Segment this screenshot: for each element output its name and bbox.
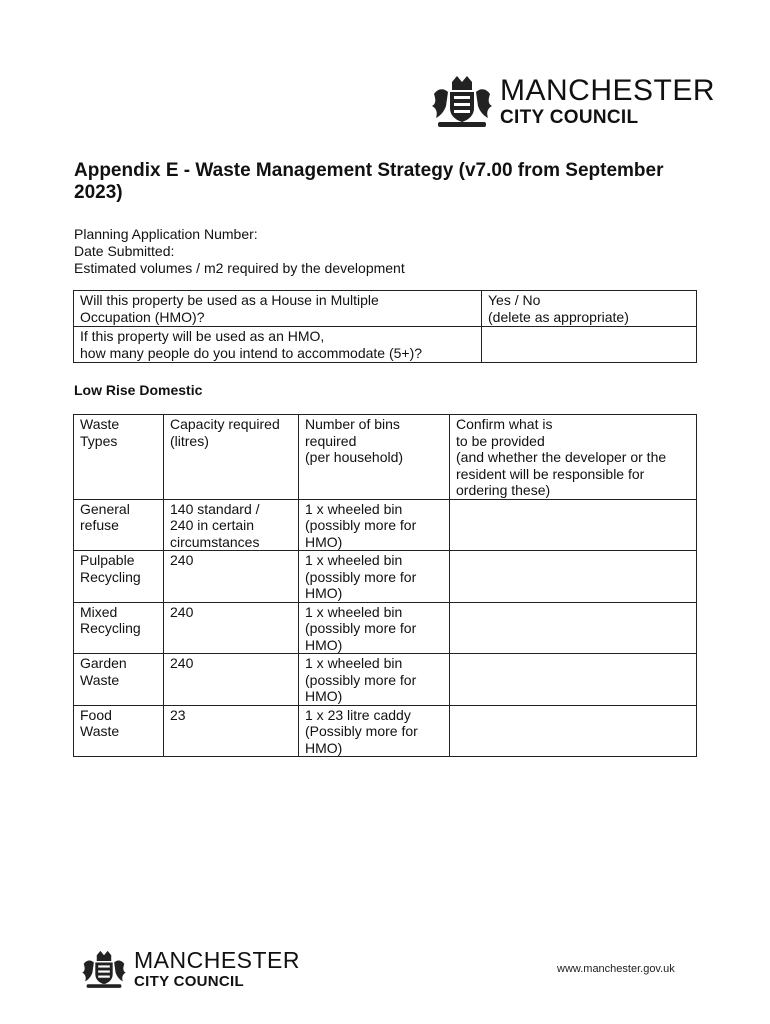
- application-meta: [74, 226, 405, 277]
- occupancy-answer[interactable]: [482, 327, 697, 363]
- bins-cell: [299, 499, 450, 551]
- cell-line: HMO): [305, 533, 343, 550]
- cell-line: Waste: [80, 671, 120, 688]
- cell-line: (Possibly more for: [305, 723, 418, 739]
- waste-type-cell: [74, 551, 164, 603]
- cell-line: Mixed: [80, 603, 118, 620]
- cell-line: Food: [80, 706, 112, 723]
- cell-line: Confirm what is: [456, 416, 553, 432]
- logo-name: MANCHESTER: [500, 73, 716, 107]
- capacity-cell: [164, 705, 299, 757]
- cell-line: refuse: [80, 517, 119, 533]
- confirm-cell[interactable]: [450, 654, 697, 706]
- cell-line: Number of bins: [305, 416, 400, 432]
- table-row: [74, 551, 697, 603]
- cell-line: circumstances: [170, 533, 260, 550]
- cell-line: Waste: [80, 416, 120, 432]
- header-cell: [74, 415, 164, 500]
- cell-line: required: [305, 432, 357, 449]
- cell-line: Waste: [80, 723, 120, 739]
- cell-line: (per household): [305, 449, 404, 465]
- date-submitted-label: Date Submitted:: [74, 243, 175, 259]
- cell-line: (possibly more for: [305, 620, 417, 636]
- footer-council-logo: [80, 948, 300, 990]
- footer-url-link[interactable]: www.manchester.gov.uk: [557, 963, 675, 975]
- cell-line: (litres): [170, 432, 209, 449]
- waste-type-cell: [74, 705, 164, 757]
- capacity-cell: [164, 602, 299, 654]
- cell-line: 1 x wheeled bin: [305, 552, 403, 568]
- logo-subtitle: CITY COUNCIL: [134, 973, 244, 990]
- cell-line: General: [80, 500, 130, 517]
- capacity-cell: [164, 499, 299, 551]
- confirm-cell[interactable]: [450, 705, 697, 757]
- cell-line: Recycling: [80, 620, 141, 636]
- cell-line: to be provided: [456, 432, 545, 449]
- bins-cell: [299, 602, 450, 654]
- cell-line: 240: [170, 655, 194, 671]
- cell-line: 1 x 23 litre caddy: [305, 706, 411, 723]
- cell-line: (possibly more for: [305, 568, 417, 585]
- section-title: Low Rise Domestic: [74, 382, 203, 398]
- coat-of-arms-icon: [430, 72, 494, 130]
- cell-line: resident will be responsible for: [456, 465, 645, 482]
- hmo-question-line: Occupation (HMO)?: [80, 308, 205, 325]
- waste-type-cell: [74, 654, 164, 706]
- waste-table: [73, 414, 697, 757]
- cell-line: 23: [170, 706, 186, 723]
- table-row: [74, 499, 697, 551]
- table-header-row: [74, 415, 697, 500]
- cell-line: HMO): [305, 636, 343, 653]
- table-row: [74, 705, 697, 757]
- hmo-answer-line: (delete as appropriate): [488, 308, 629, 325]
- waste-type-cell: [74, 602, 164, 654]
- waste-type-cell: [74, 499, 164, 551]
- page-title: Appendix E - Waste Management Strategy (v7.00 from September 2023): [74, 160, 664, 203]
- header-cell: [450, 415, 697, 500]
- cell-line: HMO): [305, 585, 343, 601]
- table-row: [74, 602, 697, 654]
- occupancy-question: [74, 327, 482, 363]
- cell-line: HMO): [305, 688, 343, 704]
- header-cell: [299, 415, 450, 500]
- capacity-cell: [164, 551, 299, 603]
- cell-line: (and whether the developer or the: [456, 449, 667, 465]
- volumes-label: Estimated volumes / m2 required by the development: [74, 260, 405, 276]
- hmo-question-line: Will this property be used as a House in Multiple: [80, 292, 379, 308]
- confirm-cell[interactable]: [450, 499, 697, 551]
- bins-cell: [299, 654, 450, 706]
- bins-cell: [299, 705, 450, 757]
- cell-line: 1 x wheeled bin: [305, 500, 403, 517]
- table-row: [74, 327, 697, 363]
- coat-of-arms-icon: [80, 948, 128, 990]
- logo-name: MANCHESTER: [134, 947, 301, 973]
- planning-application-label: Planning Application Number:: [74, 226, 258, 242]
- occupancy-question-line: If this property will be used as an HMO,: [80, 328, 325, 344]
- hmo-answer-line: Yes / No: [488, 292, 541, 308]
- capacity-cell: [164, 654, 299, 706]
- table-row: [74, 654, 697, 706]
- cell-line: (possibly more for: [305, 671, 417, 688]
- cell-line: 240: [170, 552, 194, 568]
- occupancy-question-line: how many people do you intend to accommodate (5+)?: [80, 344, 423, 361]
- cell-line: 140 standard /: [170, 500, 260, 517]
- cell-line: Recycling: [80, 568, 141, 585]
- bins-cell: [299, 551, 450, 603]
- cell-line: 240 in certain: [170, 517, 255, 533]
- cell-line: 1 x wheeled bin: [305, 655, 403, 671]
- confirm-cell[interactable]: [450, 551, 697, 603]
- cell-line: 1 x wheeled bin: [305, 603, 403, 620]
- logo-subtitle: CITY COUNCIL: [500, 106, 639, 128]
- cell-line: ordering these): [456, 482, 551, 498]
- hmo-answer[interactable]: [482, 291, 697, 327]
- council-logo: [430, 72, 715, 130]
- header-cell: [164, 415, 299, 500]
- cell-line: HMO): [305, 739, 343, 756]
- confirm-cell[interactable]: [450, 602, 697, 654]
- cell-line: Types: [80, 432, 118, 449]
- hmo-table: [73, 290, 697, 363]
- table-row: [74, 291, 697, 327]
- cell-line: (possibly more for: [305, 517, 417, 533]
- cell-line: Capacity required: [170, 416, 280, 432]
- hmo-question: [74, 291, 482, 327]
- cell-line: Garden: [80, 655, 127, 671]
- cell-line: Pulpable: [80, 552, 135, 568]
- cell-line: 240: [170, 603, 194, 620]
